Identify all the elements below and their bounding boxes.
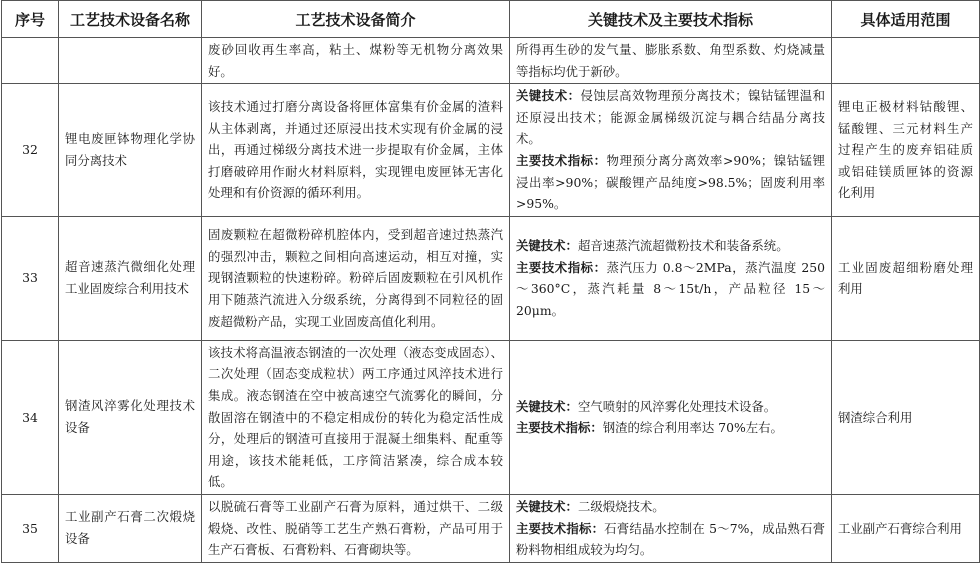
table-row <box>2 340 980 494</box>
key-tech-line <box>516 85 825 150</box>
row-no: 33 <box>2 216 59 340</box>
row-key <box>510 494 832 562</box>
header-scope: 具体适用范围 <box>832 1 980 38</box>
main-index-text: 石膏结晶水控制在 5～7%，成品熟石膏粉料物相组成较为均匀。 <box>516 520 825 558</box>
row-scope: 钢渣综合利用 <box>832 340 980 494</box>
row-name <box>59 38 202 84</box>
row-no: 35 <box>2 494 59 562</box>
row-no: 32 <box>2 84 59 217</box>
row-no <box>2 38 59 84</box>
row-scope <box>832 38 980 84</box>
key-tech-label: 关键技术： <box>516 88 581 104</box>
key-tech-text: 超音速蒸汽流超微粉技术和装备系统。 <box>577 238 789 254</box>
main-index-label: 主要技术指标： <box>516 520 605 536</box>
row-name: 钢渣风淬雾化处理技术设备 <box>59 340 202 494</box>
technology-table <box>1 0 980 563</box>
header-no: 序号 <box>2 1 59 38</box>
row-intro: 该技术将高温液态钢渣的一次处理（液态变成固态）、二次处理（固态变成粒状）两工序通过风淬技术进行集成。液态钢渣在空中被高速空气流雾化的瞬间，分散固溶在钢渣中的不稳定相成份的转化为稳定活性成分，处理后的钢渣可直接用于混凝土细集料、配重等用途，该技术能耗低，工序简洁紧凑，综合成本较低。 <box>202 340 510 494</box>
row-key <box>510 216 832 340</box>
main-index-line <box>516 518 825 561</box>
row-intro: 废砂回收再生率高，粘土、煤粉等无机物分离效果好。 <box>202 38 510 84</box>
row-intro: 以脱硫石膏等工业副产石膏为原料，通过烘干、二级煅烧、改性、脱硝等工艺生产熟石膏粉，产品可用于生产石膏板、石膏粉料、石膏砌块等。 <box>202 494 510 562</box>
header-name: 工艺技术设备名称 <box>59 1 202 38</box>
row-scope: 工业固废超细粉磨处理利用 <box>832 216 980 340</box>
table-row <box>2 38 980 84</box>
key-tech-label: 关键技术： <box>516 498 578 514</box>
row-name: 超音速蒸汽微细化处理工业固废综合利用技术 <box>59 216 202 340</box>
table-row <box>2 84 980 217</box>
header-key: 关键技术及主要技术指标 <box>510 1 832 38</box>
main-index-text: 蒸汽压力 0.8～2MPa，蒸汽温度 250～360°C，蒸汽耗量 8～15t/h，产品粒径 15～20μm。 <box>516 259 825 318</box>
key-tech-text: 空气喷射的风淬雾化处理技术设备。 <box>577 398 777 414</box>
row-key: 所得再生砂的发气量、膨胀系数、角型系数、灼烧减量等指标均优于新砂。 <box>510 38 832 84</box>
row-intro: 固废颗粒在超微粉碎机腔体内，受到超音速过热蒸汽的强烈冲击，颗粒之间相向高速运动，相互对撞，实现钢渣颗粒的快速粉碎。粉碎后固废颗粒在引风机作用下随蒸汽流进入分级系统，分离得到不同粒径的固废超微粉产品，实现工业固废高值化利用。 <box>202 216 510 340</box>
main-index-line <box>516 417 825 439</box>
key-tech-text: 二级煅烧技术。 <box>577 498 665 514</box>
row-key <box>510 84 832 217</box>
table-row <box>2 494 980 562</box>
row-intro: 该技术通过打磨分离设备将匣体富集有价金属的渣料从主体剥离，并通过还原浸出技术实现有价金属的浸出，再通过梯级分离技术进一步提取有价金属，主体打磨破碎用作耐火材料原料，实现锂电废匣钵无害化处理和有价资源的循环利用。 <box>202 84 510 217</box>
main-index-label: 主要技术指标： <box>516 152 607 168</box>
key-tech-line <box>516 396 825 418</box>
main-index-label: 主要技术指标： <box>516 259 607 275</box>
key-tech-text: 侵蚀层高效物理预分离技术；镍钴锰锂温和还原浸出技术；能源金属梯级沉淀与耦合结晶分离技术。 <box>516 88 826 147</box>
row-scope: 锂电正极材料钴酸锂、锰酸锂、三元材料生产过程产生的废弃铝硅质或铝硅镁质匣钵的资源化利用 <box>832 84 980 217</box>
header-intro: 工艺技术设备简介 <box>202 1 510 38</box>
key-tech-line <box>516 235 825 257</box>
main-index-line <box>516 257 825 322</box>
row-key <box>510 340 832 494</box>
key-tech-label: 关键技术： <box>516 398 578 414</box>
key-tech-label: 关键技术： <box>516 238 578 254</box>
main-index-label: 主要技术指标： <box>516 420 603 436</box>
key-tech-line <box>516 496 825 518</box>
header-row <box>2 1 980 38</box>
main-index-text: 钢渣的综合利用率达 70%左右。 <box>602 420 783 436</box>
table-row <box>2 216 980 340</box>
row-scope: 工业副产石膏综合利用 <box>832 494 980 562</box>
main-index-line <box>516 150 825 215</box>
main-index-text: 物理预分离分离效率>90%；镍钴锰锂浸出率>90%；碳酸锂产品纯度>98.5%；固废利用率>95%。 <box>516 152 825 212</box>
row-no: 34 <box>2 340 59 494</box>
row-name: 工业副产石膏二次煅烧设备 <box>59 494 202 562</box>
row-name: 锂电废匣钵物理化学协同分离技术 <box>59 84 202 217</box>
